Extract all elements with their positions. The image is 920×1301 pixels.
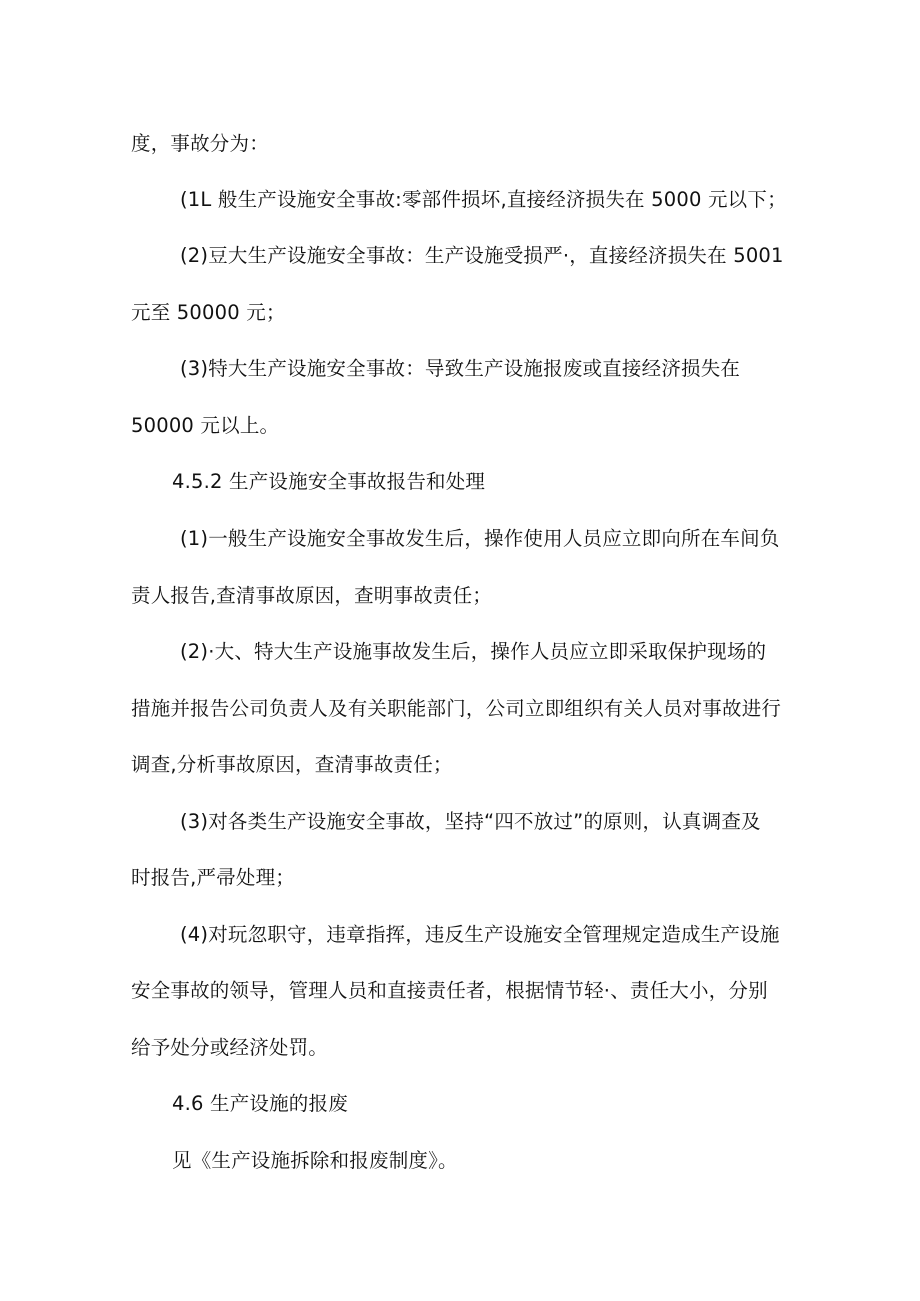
paragraph-line-5: (3)特大生产设施安全事故：导致生产设施报废或直接经济损失在 <box>180 357 741 380</box>
paragraph-line-14: 时报告,严帚处理； <box>131 866 295 889</box>
paragraph-line-19: 见《生产设施拆除和报废制度》。 <box>172 1149 458 1172</box>
paragraph-line-17: 给予处分或经济处罚。 <box>131 1036 329 1059</box>
paragraph-line-10: (2)·大、特大生产设施事故发生后，操作人员应立即采取保护现场的 <box>180 640 767 663</box>
paragraph-line-2: (1L 般生产设施安全事故:零部件损坏,直接经济损失在 5000 元以下； <box>180 188 787 211</box>
paragraph-line-12: 调查,分析事故原因，查清事故责任； <box>131 753 453 776</box>
paragraph-line-9: 责人报告,查清事故原因，查明事故责任； <box>131 584 492 607</box>
paragraph-line-1: 度，事故分为： <box>131 132 269 155</box>
paragraph-line-15: (4)对玩忽职守，违章指挥，违反生产设施安全管理规定造成生产设施 <box>180 923 780 946</box>
paragraph-line-4: 元至 50000 元； <box>131 301 286 324</box>
paragraph-line-6: 50000 元以上。 <box>131 414 280 437</box>
section-heading-4-6: 4.6 生产设施的报废 <box>172 1092 348 1115</box>
paragraph-line-13: (3)对各类生产设施安全事故，坚持“四不放过”的原则，认真调查及 <box>180 810 761 833</box>
section-heading-4-5-2: 4.5.2 生产设施安全事故报告和处理 <box>172 470 486 493</box>
paragraph-line-3: (2)豆大生产设施安全事故：生产设施受损严·，直接经济损失在 5001 <box>180 244 784 267</box>
paragraph-line-16: 安全事故的领导，管理人员和直接责任者，根据情节轻·、责任大小，分别 <box>131 979 768 1002</box>
paragraph-line-8: (1)一般生产设施安全事故发生后，操作使用人员应立即向所在车间负 <box>180 527 780 550</box>
paragraph-line-11: 措施并报告公司负责人及有关职能部门，公司立即组织有关人员对事故进行 <box>131 697 782 720</box>
